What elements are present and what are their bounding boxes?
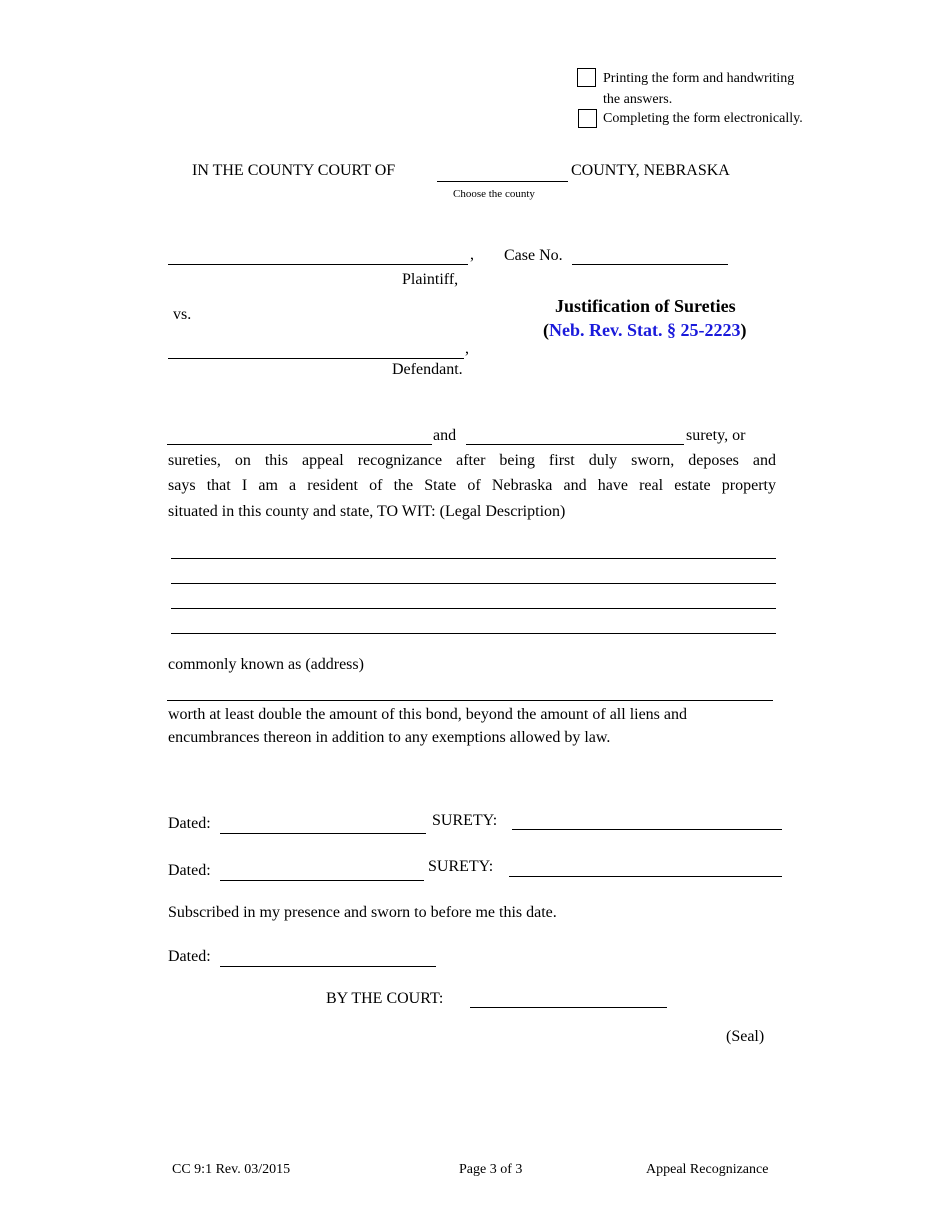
footer-form-id: CC 9:1 Rev. 03/2015 — [172, 1162, 291, 1177]
surety-label-2: SURETY: — [428, 858, 494, 875]
legal-description-line[interactable] — [171, 583, 776, 584]
dated-label-1: Dated: — [168, 815, 211, 832]
electronic-checkbox[interactable] — [578, 109, 597, 128]
dated-line-3[interactable] — [220, 966, 436, 967]
court-signature-line[interactable] — [470, 1007, 667, 1008]
address-label: commonly known as (address) — [168, 656, 364, 673]
print-option-line-2: the answers. — [603, 92, 673, 107]
print-checkbox[interactable] — [577, 68, 596, 87]
surety-or-label: surety, or — [686, 427, 746, 444]
county-input[interactable] — [437, 160, 568, 180]
vs-label: vs. — [173, 306, 192, 323]
surety-2-name-line[interactable] — [466, 444, 684, 445]
court-suffix: COUNTY, NEBRASKA — [571, 162, 730, 179]
defendant-comma: , — [465, 340, 469, 357]
body-line-3: says that I am a resident of the State of Nebraska and have real estate property — [168, 477, 776, 494]
legal-description-line[interactable] — [171, 558, 776, 559]
electronic-option-label: Completing the form electronically. — [603, 111, 803, 126]
surety-label-1: SURETY: — [432, 812, 498, 829]
case-no-line[interactable] — [572, 264, 728, 265]
seal-label: (Seal) — [726, 1028, 765, 1045]
subscribed-statement: Subscribed in my presence and sworn to before me this date. — [168, 904, 557, 921]
statute-citation — [543, 320, 747, 341]
surety-signature-line-2[interactable] — [509, 876, 782, 877]
plaintiff-label: Plaintiff, — [402, 271, 459, 288]
legal-description-line[interactable] — [171, 633, 776, 634]
dated-line-2[interactable] — [220, 880, 424, 881]
dated-label-3: Dated: — [168, 948, 211, 965]
court-prefix: IN THE COUNTY COURT OF — [192, 162, 396, 179]
case-no-label: Case No. — [504, 247, 563, 264]
plaintiff-comma: , — [470, 246, 474, 263]
surety-1-name-line[interactable] — [167, 444, 432, 445]
legal-description-line[interactable] — [171, 608, 776, 609]
by-the-court-label: BY THE COURT: — [326, 990, 444, 1007]
county-line — [437, 181, 568, 182]
plaintiff-name-line[interactable] — [168, 264, 468, 265]
print-option-line-1: Printing the form and handwriting — [603, 71, 795, 86]
worth-line-2: encumbrances thereon in addition to any exemptions allowed by law. — [168, 729, 611, 746]
paren-close: ) — [740, 320, 747, 340]
body-line-4: situated in this county and state, TO WIT: (Legal Description) — [168, 503, 566, 520]
footer-page-number: Page 3 of 3 — [459, 1162, 523, 1177]
dated-line-1[interactable] — [220, 833, 426, 834]
worth-line-1: worth at least double the amount of this bond, beyond the amount of all liens and — [168, 706, 688, 723]
statute-link[interactable]: Neb. Rev. Stat. § 25-2223 — [549, 320, 741, 340]
footer-form-name: Appeal Recognizance — [646, 1162, 769, 1177]
document-title: Justification of Sureties — [555, 296, 736, 316]
body-line-2: sureties, on this appeal recognizance after being first duly sworn, deposes and — [168, 452, 776, 469]
and-label: and — [433, 427, 457, 444]
paren-open: ( — [543, 320, 549, 340]
address-line[interactable] — [167, 700, 773, 701]
county-hint: Choose the county — [453, 188, 535, 200]
defendant-name-line[interactable] — [168, 358, 464, 359]
print-option-label — [603, 68, 794, 110]
dated-label-2: Dated: — [168, 862, 211, 879]
surety-signature-line-1[interactable] — [512, 829, 782, 830]
defendant-label: Defendant. — [392, 361, 463, 378]
